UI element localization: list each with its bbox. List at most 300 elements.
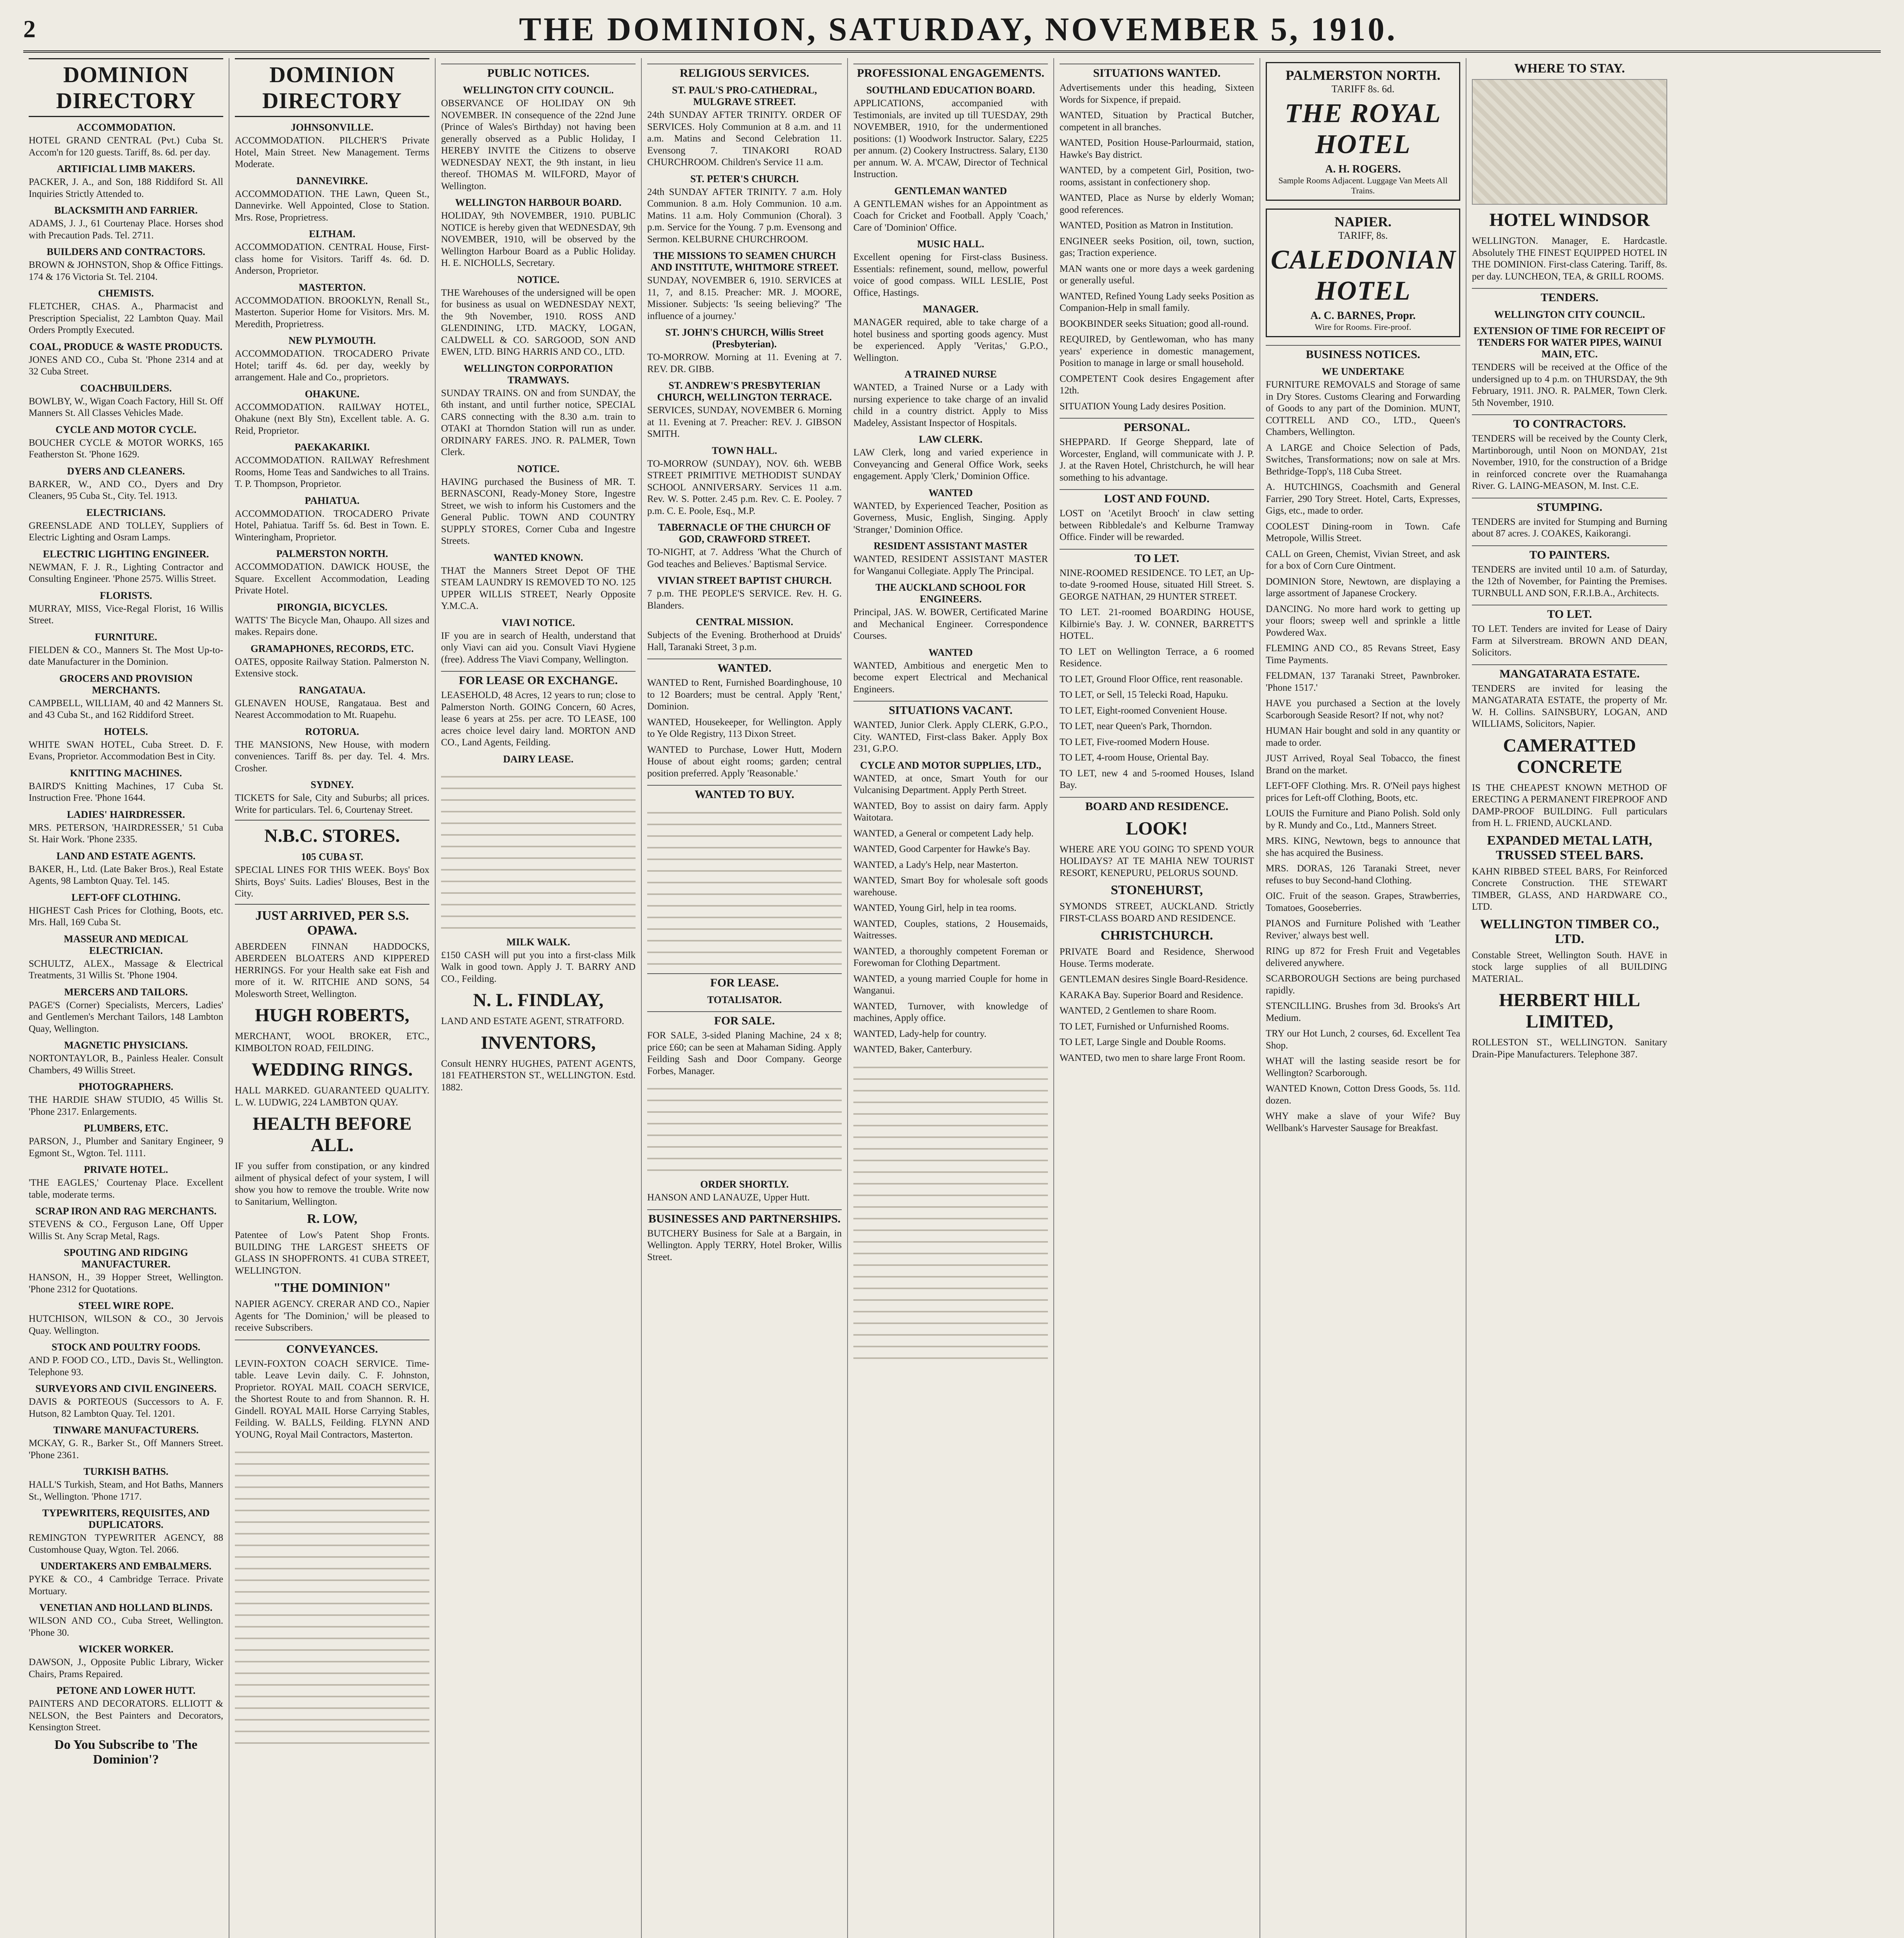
to-let-entry: TO LET, or Sell, 15 Telecki Road, Hapuku. [1060,690,1228,700]
directory-entry: THE HARDIE SHAW STUDIO, 45 Willis St. 'Phone 2317. Enlargements. [29,1095,223,1117]
town-entry: ACCOMMODATION. THE Lawn, Queen St., Dannevirke. Well Appointed, Close to Station. Mrs. Rose, Proprietress. [235,188,429,223]
cycle-text: WANTED, at once, Smart Youth for our Vulcanising Department. Apply Perth Street. [853,773,1048,795]
to-let-list [1060,567,1254,791]
church-title: ST. JOHN'S CHURCH, Willis Street (Presbyterian). [665,327,824,350]
church-title: TOWN HALL. [712,445,777,456]
directory-entry: FIELDEN & CO., Manners St. The Most Up-to-date Manufacturer in the Dominion. [29,645,223,667]
board-entry: TO LET, Furnished or Unfurnished Rooms. [1060,1021,1229,1032]
stumping-heading: STUMPING. [1472,498,1667,514]
notice-text: THE Warehouses of the undersigned will be open for business as usual on WEDNESDAY NEXT, the 9th November, 1910. ROSS AND GLENDINING, LTD. MACKY, LOGAN, CALDWELL & CO. SARGOOD, SON AND EWEN, LTD. BING HARRIS AND CO., LTD. [441,287,636,357]
directory-entry: PACKER, J. A., and Son, 188 Riddiford St. All Inquiries Strictly Attended to. [29,177,223,199]
cycle-heading: CYCLE AND MOTOR SUPPLIES, LTD., [860,759,1041,771]
dominion-agency-title: "THE DOMINION" [273,1281,391,1295]
board-entry: KARAKA Bay. Superior Board and Residence. [1060,990,1243,1000]
situation-vacant-entry: WANTED, a thoroughly competent Foreman or Forewoman for Clothing Department. [853,946,1048,968]
situation-vacant-entry: WANTED, a Lady's Help, near Masterton. [853,859,1018,870]
situation-wanted-entry: COMPETENT Cook desires Engagement after 12th. [1060,373,1254,396]
situation-vacant-entry: WANTED, Good Carpenter for Hawke's Bay. [853,844,1030,854]
professional-title: SOUTHLAND EDUCATION BOARD. [866,84,1035,96]
directory-category: MAGNETIC PHYSICIANS. [64,1040,188,1051]
religious-heading: RELIGIOUS SERVICES. [647,64,842,80]
professional-text: Excellent opening for First-class Business. Essentials: refinement, sound, mellow, powerful voice of good compass. WILL LESLIE, Post Office, Hastings. [853,252,1048,298]
town-heading: JOHNSONVILLE. [291,122,374,133]
town-heading: RANGATAUA. [299,684,365,696]
business-notice: WHY make a slave of your Wife? Buy Wellbank's Harvester Sausage for Breakfast. [1266,1111,1460,1133]
church-text: TO-MORROW. Morning at 11. Evening at 7. REV. DR. GIBB. [647,352,842,374]
professional-title: MANAGER. [923,303,979,315]
directory-category: PRIVATE HOTEL. [84,1164,168,1175]
contractors-text: TENDERS will be received by the County Clerk, Martinborough, until Noon on MONDAY, 21st November, 1910, for the construction of a Bridge in reinforced concrete over the Ruamahanga River. G. LAING-MEASON, M. Inst. C.E. [1472,433,1667,491]
to-let-entry: TO LET, Ground Floor Office, rent reasonable. [1060,674,1243,685]
public-notices-heading: PUBLIC NOTICES. [441,64,636,80]
directory-category: SURVEYORS AND CIVIL ENGINEERS. [35,1383,217,1394]
town-heading: DANNEVIRKE. [296,175,368,186]
directory-category: MASSEUR AND MEDICAL ELECTRICIAN. [64,933,188,956]
inventors-text: Consult HENRY HUGHES, PATENT AGENTS, 181 FEATHERSTON ST., WELLINGTON. Estd. 1882. [441,1058,636,1093]
business-notice: FELDMAN, 137 Taranaki Street, Pawnbroker. 'Phone 1517.' [1266,671,1460,693]
professional-text: LAW Clerk, long and varied experience in Conveyancing and General Office Work, seeks engagement. Apply 'Clerk,' Dominion Office. [853,447,1048,481]
business-notice: WHAT will the lasting seaside resort be for Wellington? Scarborough. [1266,1056,1460,1078]
directory-category: TURKISH BATHS. [83,1466,169,1477]
business-notices-list [1266,366,1460,1134]
royal-hotel-tariff: TARIFF 8s. 6d. [1331,83,1395,95]
church-list [647,84,842,653]
directory-entry: JONES AND CO., Cuba St. 'Phone 2314 and at 32 Cuba Street. [29,354,223,377]
town-heading: ROTORUA. [305,726,359,737]
directory-category: ACCOMMODATION. [76,122,176,133]
church-text: TO-NIGHT, at 7. Address 'What the Church of God teaches and Believes.' Baptismal Service. [647,547,842,569]
conveyances-heading: CONVEYANCES. [235,1340,429,1356]
business-notice: MRS. KING, Newtown, begs to announce that she has acquired the Business. [1266,836,1460,858]
town-entry: ACCOMMODATION. CENTRAL House, First-class home for Visitors. Tariff 4s. 6d. D. Anderson, Proprietor. [235,242,429,276]
church-text: SERVICES, SUNDAY, NOVEMBER 6. Morning at 11. Evening at 7. Preacher: REV. J. GIBSON SMITH. [647,405,842,439]
tenders-to-let-heading: TO LET. [1472,605,1667,621]
caledonian-hotel-tariff: TARIFF, 8s. [1338,230,1388,241]
notice-list [441,84,636,666]
situation-wanted-entry: WANTED, Position House-Parlourmaid, station, Hawke's Bay district. [1060,138,1254,160]
professional-text: WANTED, by Experienced Teacher, Position as Governess, Music, English, Singing. Apply 'Stranger,' Dominion Office. [853,500,1048,535]
directory-entry: WILSON AND CO., Cuba Street, Wellington. 'Phone 30. [29,1616,223,1638]
directory-entry: CAMPBELL, WILLIAM, 40 and 42 Manners St. and 43 Cuba St., and 162 Riddiford Street. [29,698,223,720]
town-heading: ELTHAM. [309,228,355,240]
professional-title: WANTED [928,647,973,658]
directory-entry: REMINGTON TYPEWRITER AGENCY, 88 Customhouse Quay, Wgton. Tel. 2066. [29,1533,223,1555]
business-notice: DANCING. No more hard work to getting up your floors; sweep well and sprinkle a little Powdered Wax. [1266,603,1460,638]
directory-category: SCRAP IRON AND RAG MERCHANTS. [35,1205,217,1217]
wanted-list [647,677,842,779]
directory-entry: PAGE'S (Corner) Specialists, Mercers, Ladies' and Gentlemen's Merchant Tailors, 148 Lambton Quay, Wellington. [29,1000,223,1034]
professional-heading: PROFESSIONAL ENGAGEMENTS. [853,64,1048,80]
just-arrived-text: ABERDEEN FINNAN HADDOCKS, ABERDEEN BLOATERS AND KIPPERED HERRINGS. For your Health sake eat Fish and more of it. W. RITCHIE AND SONS, 54 Molesworth Street, Wellington. [235,941,429,999]
professional-title: LAW CLERK. [918,434,983,445]
town-heading: PALMERSTON NORTH. [276,548,388,559]
directory-entry: WHITE SWAN HOTEL, Cuba Street. D. F. Evans, Proprietor. Accommodation Best in City. [29,739,223,762]
lost-found-text: LOST on 'Acetilyt Brooch' in claw setting between Ribbledale's and Kelburne Tramway Office. Finder will be rewarded. [1060,508,1254,542]
windsor-title: HOTEL WINDSOR [1489,210,1650,230]
directory-category: ARTIFICIAL LIMB MAKERS. [57,163,195,174]
wanted-entry: WANTED to Rent, Furnished Boardinghouse, 10 to 12 Boarders; must be central. Apply 'Rent,' Dominion. [647,678,842,712]
council-text: TENDERS will be received at the Office of the undersigned up to 4 p.m. on THURSDAY, the 9th February, 1911. JNO. R. PALMER, Town Clerk. 5th November, 1910. [1472,362,1667,408]
look-title: LOOK! [1125,818,1188,839]
town-heading: PAHIATUA. [305,495,360,506]
business-notice: FURNITURE REMOVALS and Storage of same in Dry Stores. Customs Clearing and Forwarding of Goods to any part of the Dominion. MUNT, COTTRELL AND CO., LTD., Queen's Chambers, Wellington. [1266,379,1460,437]
notice-title: WANTED KNOWN. [493,552,583,563]
cameratted-text: IS THE CHEAPEST KNOWN METHOD OF ERECTING A PERMANENT FIREPROOF AND DAMP-PROOF BUILDING. Full particulars from H. L. FRIEND, AUCKLAND. [1472,782,1667,828]
herbert-hill-text: ROLLESTON ST., WELLINGTON. Sanitary Drain-Pipe Manufacturers. Telephone 387. [1472,1037,1667,1060]
situation-wanted-entry: SITUATION Young Lady desires Position. [1060,401,1226,412]
church-title: ST. ANDREW'S PRESBYTERIAN CHURCH, WELLINGTON TERRACE. [657,380,832,403]
hugh-roberts-title: HUGH ROBERTS, [255,1005,410,1026]
town-entry: GLENAVEN HOUSE, Rangataua. Best and Nearest Accommodation to Mt. Ruapehu. [235,698,429,720]
business-notice: A LARGE and Choice Selection of Pads, Switches, Transformations; now on sale at Mrs. Bethridge-Topp's, 118 Cuba Street. [1266,442,1460,477]
directory-category: TYPEWRITERS, REQUISITES, AND DUPLICATORS. [42,1507,210,1530]
directory-category: BLACKSMITH AND FARRIER. [54,205,198,216]
directory-category: PETONE AND LOWER HUTT. [56,1685,196,1696]
church-title: THE MISSIONS TO SEAMEN CHURCH AND INSTITUTE, WHITMORE STREET. [650,250,839,273]
situation-vacant-entry: WANTED, a General or competent Lady help. [853,828,1034,839]
directory-category: COAL, PRODUCE & WASTE PRODUCTS. [29,341,222,352]
royal-hotel-city: PALMERSTON NORTH. [1285,67,1440,83]
notice-title: VIAVI NOTICE. [501,617,575,628]
directory-category: ELECTRIC LIGHTING ENGINEER. [43,548,209,560]
town-entry: WATTS' The Bicycle Man, Ohaupo. All sizes and makes. Repairs done. [235,615,429,637]
professional-title: GENTLEMAN WANTED [894,185,1007,197]
directory-entry: MCKAY, G. R., Barker St., Off Manners Street. 'Phone 2361. [29,1438,223,1460]
painters-text: TENDERS are invited until 10 a.m. of Saturday, the 12th of November, for Painting the Premises. TURNBULL AND SON, F.R.I.B.A., Architects. [1472,564,1667,598]
royal-hotel-ad [1266,62,1460,201]
situations-vacant-heading: SITUATIONS VACANT. [853,701,1048,717]
directory-entry: GREENSLADE AND TOLLEY, Suppliers of Electric Lighting and Osram Lamps. [29,520,223,543]
situation-vacant-entry: WANTED, Turnover, with knowledge of machines, Apply office. [853,1001,1048,1023]
directory-entry: DAWSON, J., Opposite Public Library, Wicker Chairs, Prams Repaired. [29,1657,223,1679]
directory-entry: PAINTERS AND DECORATORS. ELLIOTT & NELSON, the Best Painters and Decorators, Kensington Street. [29,1698,223,1733]
text-lines [441,769,636,932]
business-notice: CALL on Green, Chemist, Vivian Street, and ask for a box of Corn Cure Ointment. [1266,548,1460,571]
situation-wanted-entry: WANTED, Position as Matron in Institution. [1060,220,1233,231]
christchurch-text: PRIVATE Board and Residence, Sherwood House. Terms moderate. [1060,947,1254,969]
wanted-entry: WANTED, Housekeeper, for Wellington. Apply to Ye Olde Registry, 113 Dixon Street. [647,717,842,739]
situations-vacant-text: WANTED, Junior Clerk. Apply CLERK, G.P.O., City. WANTED, First-class Baker. Apply Box 231, G.P.O. [853,720,1048,754]
professional-text: WANTED, Ambitious and energetic Men to become expert Electrical and Mechanical Engineers. [853,660,1048,695]
professional-title: WANTED [928,487,973,498]
mangatarata-text: TENDERS are invited for leasing the MANGATARATA ESTATE, the property of Mr. W. H. Collins. SAINSBURY, LOGAN, AND WILLIAMS, Solicitors, Napier. [1472,683,1667,729]
directory-entry: SCHULTZ, ALEX., Massage & Electrical Treatments, 31 Willis St. 'Phone 1904. [29,958,223,981]
order-shortly-text: HANSON AND LANAUZE, Upper Hutt. [647,1192,810,1203]
to-let-entry: TO LET, Eight-roomed Convenient House. [1060,705,1227,716]
tenders-heading: TENDERS. [1472,288,1667,304]
business-notice: JUST Arrived, Royal Seal Tobacco, the finest Brand on the market. [1266,753,1460,776]
cameratted-title: CAMERATTED CONCRETE [1503,735,1636,777]
directory-category: LAND AND ESTATE AGENTS. [56,850,196,862]
column-hotels [1260,58,1466,1938]
caledonian-hotel-note: Wire for Rooms. Fire-proof. [1315,322,1411,332]
notice-text: SUNDAY TRAINS. ON and from SUNDAY, the 6th instant, and until further notice, SPECIAL CARS connecting with the 8.30 a.m. train to OTAKI at Thorndon Station will run as under. ORDINARY FARES. JNO. R. PALMER, Town Clerk. [441,388,636,457]
mangatarata-heading: MANGATARATA ESTATE. [1472,664,1667,681]
stonehurst-title: STONEHURST, [1111,883,1203,897]
directory-category: KNITTING MACHINES. [70,767,182,779]
town-list [235,122,429,816]
business-notice: DOMINION Store, Newtown, are displaying a large assortment of Japanese Crockery. [1266,576,1460,598]
milk-walk-text: £150 CASH will put you into a first-class Milk Walk in good town. Apply J. T. BARRY AND CO., Feilding. [441,950,636,984]
column-situations-wanted [1054,58,1260,1938]
lost-found-heading: LOST AND FOUND. [1060,489,1254,505]
directory-category: PHOTOGRAPHERS. [78,1081,174,1092]
situation-vacant-entry: WANTED, Smart Boy for wholesale soft goods warehouse. [853,875,1048,898]
directory-entry: AND P. FOOD CO., LTD., Davis St., Wellington. Telephone 93. [29,1355,223,1378]
situations-wanted-list [1060,110,1254,412]
health-text: IF you suffer from constipation, or any kindred ailment of physical defect of your system, I will show you how to remove the trouble. Write now to Sanitarium, Wellington. [235,1161,429,1207]
order-shortly-heading: ORDER SHORTLY. [700,1179,789,1190]
directory-entry: BAKER, H., Ltd. (Late Baker Bros.), Real Estate Agents, 98 Lambton Quay. Tel. 145. [29,864,223,886]
timber-title: WELLINGTON TIMBER CO., LTD. [1480,917,1659,946]
directory-entry: PYKE & CO., 4 Cambridge Terrace. Private Mortuary. [29,1574,223,1597]
look-text: WHERE ARE YOU GOING TO SPEND YOUR HOLIDAYS? AT TE MAHIA NEW TOURIST RESORT, KENEPURU, PELORUS SOUND. [1060,844,1254,878]
caledonian-hotel-city: NAPIER. [1334,214,1392,229]
directory-category: LADIES' HAIRDRESSER. [67,809,185,820]
board-entry: GENTLEMAN desires Single Board-Residence. [1060,974,1248,985]
directory-entry: ADAMS, J. J., 61 Courtenay Place. Horses shod with Precaution Pads. Tel. 2711. [29,218,223,241]
directory-category: VENETIAN AND HOLLAND BLINDS. [39,1602,213,1613]
business-notice: LEFT-OFF Clothing. Mrs. R. O'Neil pays highest prices for Left-off Clothing, Boots, etc. [1266,781,1460,803]
column-country-directory [229,58,436,1938]
business-notices-heading: BUSINESS NOTICES. [1266,345,1460,361]
dominion-agency-text: NAPIER AGENCY. CRERAR AND CO., Napier Agents for 'The Dominion,' will be pleased to receive Subscribers. [235,1299,429,1333]
country-directory-heading: DOMINION DIRECTORY [235,58,429,117]
page-number: 2 [23,15,36,43]
business-notice: COOLEST Dining-room in Town. Cafe Metropole, Willis Street. [1266,521,1460,543]
personal-text: SHEPPARD. If George Sheppard, late of Worcester, England, will communicate with J. P. J. at the Raven Hotel, Christchurch, he will hear something to his advantage. [1060,437,1254,483]
text-lines [235,1445,429,1747]
council-subtitle: EXTENSION OF TIME FOR RECEIPT OF TENDERS FOR WATER PIPES, WAINUI MAIN, ETC. [1473,325,1666,360]
directory-category: FURNITURE. [95,631,157,643]
christchurch-title: CHRISTCHURCH. [1101,928,1213,943]
directory-entry: HANSON, H., 39 Hopper Street, Wellington. 'Phone 2312 for Quotations. [29,1272,223,1295]
town-entry: TICKETS for Sale, City and Suburbs; all prices. Write for particulars. Tel. 6, Courtenay Street. [235,793,429,815]
directory-entry: NEWMAN, F. J. R., Lighting Contractor and Consulting Engineer. 'Phone 2575. Willis Street. [29,562,223,584]
hotel-illustration [1472,79,1667,205]
directory-category: HOTELS. [104,726,148,737]
to-let-entry: NINE-ROOMED RESIDENCE. TO LET, an Up-to-date 9-roomed House, situated Hill Street. S. GEORGE NATHAN, 29 HUNTER STREET. [1060,567,1254,602]
situation-vacant-entry: WANTED, Baker, Canterbury. [853,1044,972,1055]
professional-text: APPLICATIONS, accompanied with Testimonials, are invited up till TUESDAY, 29th NOVEMBER, 1910, for the undermentioned positions: (1) Woodwork Instructor. Salary, £225 per annum. (2) Cookery Instructress. Salary, £130 per annum. W. A. M'CAW, Director of Technical Instruction. [853,98,1048,179]
directory-entry: BARKER, W., AND CO., Dyers and Dry Cleaners, 95 Cuba St., City. Tel. 1913. [29,479,223,501]
columns [23,58,1881,1938]
situation-vacant-entry: WANTED, Couples, stations, 2 Housemaids, Waitresses. [853,918,1048,941]
directory-entry: DAVIS & PORTEOUS (Successors to A. F. Hutson, 82 Lambton Quay. Tel. 1201. [29,1397,223,1419]
directory-entry: HUTCHISON, WILSON & CO., 30 Jervois Quay. Wellington. [29,1314,223,1336]
church-text: 24th SUNDAY AFTER TRINITY. 7 a.m. Holy Communion. 8 a.m. Holy Communion. 10 a.m. Matins. 11 a.m. Holy Communion (Choral). 3 p.m. Service for the Young. 7 p.m. Evensong and Sermon. KELBURNE CHURCHROOM. [647,186,842,245]
situations-wanted-note: Advertisements under this heading, Sixteen Words for Sixpence, if prepaid. [1060,83,1254,105]
conveyances-text: LEVIN-FOXTON COACH SERVICE. Time-table. Leave Levin daily. C. F. Johnston, Proprietor. ROYAL MAIL COACH SERVICE, the Shortest Route to and from Shannon. R. H. Gindell. ROYAL MAIL Horse Carrying Stables, Feilding. W. BALLS, Feilding. FLYNN AND YOUNG, Royal Mail Contractors, Masterton. [235,1358,429,1440]
for-sale-heading: FOR SALE. [647,1011,842,1028]
professional-text: WANTED, RESIDENT ASSISTANT MASTER for Wanganui Collegiate. Apply The Principal. [853,554,1048,576]
directory-entry: BOUCHER CYCLE & MOTOR WORKS, 165 Featherston St. 'Phone 1629. [29,437,223,460]
directory-category: STOCK AND POULTRY FOODS. [52,1341,200,1353]
church-title: ST. PETER'S CHURCH. [690,173,799,184]
church-title: CENTRAL MISSION. [696,616,793,628]
royal-hotel-name: THE ROYAL HOTEL [1285,98,1441,159]
column-city-directory [23,58,229,1938]
directory-category: CHEMISTS. [98,288,154,299]
low-title: R. LOW, [307,1212,358,1226]
directory-entry: HOTEL GRAND CENTRAL (Pvt.) Cuba St. Accom'n for 120 guests. Tariff, 8s. 6d. per day. [29,135,223,158]
newspaper-title: THE DOMINION, SATURDAY, NOVEMBER 5, 1910. [519,10,1397,48]
wedding-rings-title: WEDDING RINGS. [251,1059,413,1080]
situation-wanted-entry: BOOKBINDER seeks Situation; good all-round. [1060,318,1249,329]
nbc-stores-address: 105 CUBA ST. [301,851,364,862]
text-lines [647,1081,842,1174]
town-entry: ACCOMMODATION. RAILWAY HOTEL, Ohakune (next Bly Stn), Excellent table. A. G. Reid, Proprietor. [235,402,429,436]
professional-title: MUSIC HALL. [917,238,984,250]
directory-category: FLORISTS. [100,590,152,601]
business-notice: SCARBOROUGH Sections are being purchased rapidly. [1266,973,1460,996]
directory-entry: STEVENS & CO., Ferguson Lane, Off Upper Willis St. Any Scrap Metal, Rags. [29,1219,223,1241]
hugh-roberts-text: MERCHANT, WOOL BROKER, ETC., KIMBOLTON ROAD, FEILDING. [235,1031,429,1053]
directory-category: DYERS AND CLEANERS. [67,465,185,477]
professional-title: A TRAINED NURSE [905,369,997,380]
situation-wanted-entry: WANTED, Refined Young Lady seeks Position as Companion-Help in small family. [1060,291,1254,313]
business-notice: WANTED Known, Cotton Dress Goods, 5s. 11d. dozen. [1266,1083,1460,1106]
notice-title: WELLINGTON CORPORATION TRAMWAYS. [464,362,613,386]
divider [235,904,429,905]
board-entry: WANTED, 2 Gentlemen to share Room. [1060,1005,1216,1016]
directory-entry: BAIRD'S Knitting Machines, 17 Cuba St. Instruction Free. 'Phone 1644. [29,781,223,803]
business-heading: BUSINESSES AND PARTNERSHIPS. [647,1209,842,1226]
directory-entry: MRS. PETERSON, 'HAIRDRESSER,' 51 Cuba St. Hair Work. 'Phone 2335. [29,822,223,845]
contractors-heading: TO CONTRACTORS. [1472,414,1667,431]
professional-text: Principal, JAS. W. BOWER, Certificated Marine and Mechanical Engineer. Correspondence Courses. [853,607,1048,641]
situations-wanted-heading: SITUATIONS WANTED. [1060,64,1254,80]
divider [235,820,429,821]
town-entry: ACCOMMODATION. RAILWAY Refreshment Rooms, Home Teas and Sandwiches to all Trains. T. P. Thompson, Proprietor. [235,455,429,489]
findlay-text: LAND AND ESTATE AGENT, STRATFORD. [441,1016,624,1026]
text-lines [853,1060,1048,1362]
directory-category: STEEL WIRE ROPE. [78,1300,174,1311]
directory-footer: Do You Subscribe to 'The Dominion'? [54,1737,198,1767]
to-let-entry: TO LET, near Queen's Park, Thorndon. [1060,721,1212,731]
business-notice: A. HUTCHINGS, Coachsmith and General Farrier, 290 Tory Street. Hotel, Carts, Expresses, Gigs, etc., made to order. [1266,482,1460,516]
royal-hotel-proprietor: A. H. ROGERS. [1325,163,1401,175]
directory-category: GROCERS AND PROVISION MERCHANTS. [59,672,193,696]
for-lease-heading: FOR LEASE. [647,973,842,990]
town-heading: PIRONGIA, BICYCLES. [277,601,388,613]
expanded-metal-title: EXPANDED METAL LATH, TRUSSED STEEL BARS. [1487,833,1652,862]
painters-heading: TO PAINTERS. [1472,545,1667,562]
town-entry: ACCOMMODATION. DAWICK HOUSE, the Square. Excellent Accommodation, Leading Private Hotel. [235,562,429,596]
business-notice: OIC. Fruit of the season. Grapes, Strawberries, Tomatoes, Gooseberries. [1266,891,1460,913]
church-title: ST. PAUL'S PRO-CATHEDRAL, MULGRAVE STREET. [672,84,817,107]
lease-heading: FOR LEASE OR EXCHANGE. [441,671,636,687]
text-lines [647,805,842,968]
board-list [1060,974,1254,1064]
church-title: VIVIAN STREET BAPTIST CHURCH. [657,575,832,586]
expanded-metal-text: KAHN RIBBED STEEL BARS, For Reinforced Concrete Construction. THE STEWART TIMBER, GLASS, AND HARDWARE CO., LTD. [1472,866,1667,912]
situation-wanted-entry: REQUIRED, by Gentlewoman, who has many years' experience in domestic management, Position to manage in large or small household. [1060,334,1254,368]
notice-text: IF you are in search of Health, understand that only Viavi can aid you. Consult Viavi Hygiene (free). Address The Viavi Company, Wellington. [441,630,636,665]
town-entry: OATES, opposite Railway Station. Palmerston N. Extensive stock. [235,656,429,679]
church-text: 7 p.m. THE PEOPLE'S SERVICE. Rev. H. G. Blanders. [647,588,842,611]
situation-wanted-entry: WANTED, by a competent Girl, Position, two-rooms, assistant in confectionery shop. [1060,165,1254,188]
herbert-hill-title: HERBERT HILL LIMITED, [1499,990,1640,1032]
notice-title: NOTICE. [517,463,560,474]
directory-entry: MURRAY, MISS, Vice-Regal Florist, 16 Willis Street. [29,603,223,626]
business-notice: PIANOS and Furniture Polished with 'Leather Reviver,' always best well. [1266,918,1460,941]
situation-vacant-entry: WANTED, Boy to assist on dairy farm. Apply Waitotara. [853,800,1048,823]
directory-category: ELECTRICIANS. [86,507,166,518]
directory-category: BUILDERS AND CONTRACTORS. [47,246,205,257]
nbc-stores-title: N.B.C. STORES. [264,826,400,846]
notice-text: OBSERVANCE OF HOLIDAY ON 9th NOVEMBER. IN consequence of the 22nd June (Prince of Wales's Birthday) not having been generally observed as a Public Holiday, I HEREBY INVITE the Citizens to observe WEDNESDAY NEXT, the 9th instant, in lieu thereof. THOMAS M. WILFORD, Mayor of Wellington. [441,98,636,191]
board-entry: TO LET, Large Single and Double Rooms. [1060,1037,1226,1047]
town-heading: PAEKAKARIKI. [295,441,370,453]
business-text: BUTCHERY Business for Sale at a Bargain, in Wellington. Apply TERRY, Hotel Broker, Willis Street. [647,1228,842,1262]
church-text: Subjects of the Evening. Brotherhood at Druids' Hall, Taranaki Street, 3 p.m. [647,630,842,652]
nbc-stores-text: SPECIAL LINES FOR THIS WEEK. Boys' Box Shirts, Boys' Suits. Ladies' Blouses, Best in the City. [235,865,429,899]
directory-list [29,122,223,1734]
business-notice: HAVE you purchased a Section at the lovely Scarborough Seaside Resort? If not, why not? [1266,698,1460,721]
directory-heading: DOMINION DIRECTORY [29,58,223,117]
situation-wanted-entry: WANTED, Place as Nurse by elderly Woman; good references. [1060,193,1254,215]
column-public-notices [436,58,642,1938]
board-entry: WANTED, two men to share large Front Room. [1060,1052,1246,1063]
directory-category: LEFT-OFF CLOTHING. [71,891,181,903]
royal-hotel-note: Sample Rooms Adjacent. Luggage Van Meets All Trains. [1278,176,1448,195]
situations-vacant-list [853,800,1048,1056]
wanted-to-buy-heading: WANTED TO BUY. [647,785,842,801]
to-let-entry: TO LET on Wellington Terrace, a 6 roomed Residence. [1060,646,1254,669]
notice-text: THAT the Manners Street Depot OF THE STEAM LAUNDRY IS REMOVED TO NO. 125 UPPER WILLIS STREET, Nearly Opposite Y.M.C.A. [441,565,636,611]
masthead [23,8,1881,53]
caledonian-hotel-ad [1266,209,1460,337]
professional-text: A GENTLEMAN wishes for an Appointment as Coach for Cricket and Football. Apply 'Coach,' Care of 'Dominion' Office. [853,198,1048,233]
situation-vacant-entry: WANTED, a young married Couple for home in Wanganui. [853,973,1048,996]
to-let-entry: TO LET, 4-room House, Oriental Bay. [1060,752,1209,763]
church-text: 24th SUNDAY AFTER TRINITY. ORDER OF SERVICES. Holy Communion at 8 a.m. and 11 a.m. Matins and Second Celebration 11. Evensong 7. TINAKORI ROAD CHURCHROOM. Children's Service 11 a.m. [647,110,842,167]
professional-title: RESIDENT ASSISTANT MASTER [874,540,1028,552]
column-tenders [1466,58,1673,1938]
professional-list [853,84,1048,695]
business-notice: LOUIS the Furniture and Piano Polish. Sold only by R. Mundy and Co., Ltd., Manners Street. [1266,808,1460,831]
notice-title: WELLINGTON CITY COUNCIL. [463,84,614,96]
town-entry: ACCOMMODATION. PILCHER'S Private Hotel, Main Street. New Management. Terms Moderate. [235,135,429,169]
directory-category: SPOUTING AND RIDGING MANUFACTURER. [64,1247,188,1270]
wedding-rings-text: HALL MARKED. GUARANTEED QUALITY. L. W. LUDWIG, 224 LAMBTON QUAY. [235,1085,429,1108]
milk-walk-heading: MILK WALK. [506,936,570,948]
situation-vacant-entry: WANTED, Lady-help for country. [853,1028,987,1039]
to-let-heading: TO LET. [1060,549,1254,565]
column-professional [848,58,1054,1938]
situation-wanted-entry: WANTED, Situation by Practical Butcher, competent in all branches. [1060,110,1254,133]
professional-text: WANTED, a Trained Nurse or a Lady with nursing experience to take charge of an invalid child in a country district. Apply to Miss Madeley, Assistant Inspector of Hospitals. [853,382,1048,428]
situation-vacant-entry: WANTED, Young Girl, help in tea rooms. [853,903,1017,913]
tenders-to-let-text: TO LET. Tenders are invited for Lease of Dairy Farm at Silverstream. BROWN AND DEAN, Solicitors. [1472,624,1667,658]
town-entry: ACCOMMODATION. TROCADERO Private Hotel, Pahiatua. Tariff 5s. 6d. Best in Town. E. Winteringham, Proprietor. [235,508,429,543]
timber-text: Constable Street, Wellington South. HAVE in stock large supplies of all BUILDING MATERIAL. [1472,950,1667,984]
directory-entry: BROWN & JOHNSTON, Shop & Office Fittings. 174 & 176 Victoria St. Tel. 2104. [29,260,223,282]
church-title: TABERNACLE OF THE CHURCH OF GOD, CRAWFORD STREET. [658,522,831,545]
lease-text: LEASEHOLD, 48 Acres, 12 years to run; close to Palmerston North. GOING Concern, 60 Acres, lease 6 years at 25s. per acre. TO LEASE, 100 acres choice level dairy land. MORTON AND CO., Land Agents, Feilding. [441,690,636,748]
caledonian-hotel-name: CALEDONIAN HOTEL [1271,245,1456,306]
directory-entry: 'THE EAGLES,' Courtenay Place. Excellent table, moderate terms. [29,1178,223,1200]
personal-heading: PERSONAL. [1060,418,1254,434]
dairy-lease-heading: DAIRY LEASE. [503,753,574,765]
totalisator-label: TOTALISATOR. [707,994,782,1005]
wanted-heading: WANTED. [647,659,842,675]
inventors-title: INVENTORS, [481,1032,596,1053]
where-to-stay-title: WHERE TO STAY. [1514,61,1625,76]
notice-text: HOLIDAY, 9th NOVEMBER, 1910. PUBLIC NOTICE is hereby given that WEDNESDAY, 9th NOVEMBER, 1910, will be observed by the Wellington Harbour Board as a Public Holiday. H. E. NICHOLLS, Secretary. [441,210,636,268]
directory-entry: BOWLBY, W., Wigan Coach Factory, Hill St. Off Manners St. All Classes Vehicles Made. [29,396,223,418]
